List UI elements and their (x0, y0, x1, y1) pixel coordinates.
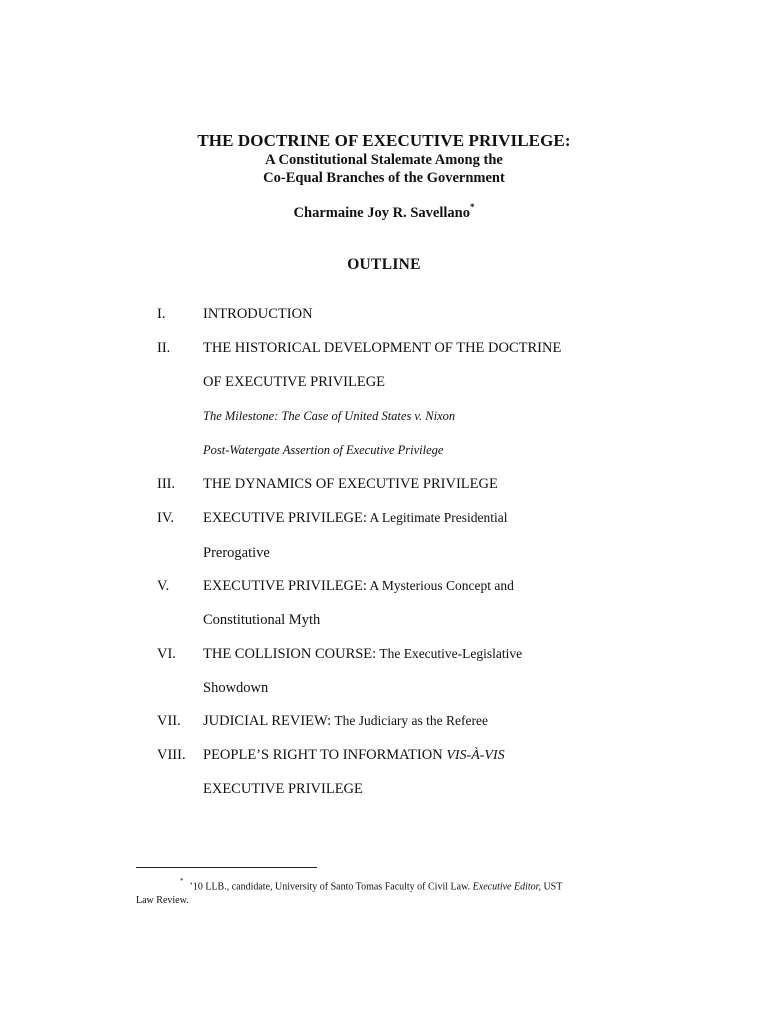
footnote-text-end: UST (540, 881, 563, 893)
outline-caps: THE COLLISION COURSE: (203, 646, 377, 662)
outline-subitem (0, 409, 768, 431)
outline-text (203, 510, 508, 527)
footnote-marker: * (180, 877, 184, 885)
outline-number: II. (157, 340, 171, 356)
outline-text: INTRODUCTION (203, 306, 313, 322)
footnote-line2: Law Review. (136, 895, 189, 907)
outline-number: VIII. (157, 747, 186, 763)
outline-caps: EXECUTIVE PRIVILEGE: (203, 578, 367, 594)
outline-text: EXECUTIVE PRIVILEGE (203, 781, 363, 797)
outline-caps: JUDICIAL REVIEW: (203, 713, 332, 729)
outline-text: THE DYNAMICS OF EXECUTIVE PRIVILEGE (203, 476, 498, 492)
outline-item-continuation (0, 374, 768, 396)
outline-item (0, 476, 768, 498)
outline-text: Prerogative (203, 545, 270, 561)
document-subtitle-line2: Co-Equal Branches of the Government (263, 170, 505, 186)
outline-item-continuation (0, 612, 768, 634)
document-subtitle-line1: A Constitutional Stalemate Among the (265, 152, 503, 168)
footnote-line1 (136, 876, 606, 894)
outline-text (203, 747, 505, 764)
footnote-separator (136, 867, 317, 868)
outline-number: I. (157, 306, 166, 322)
outline-rest: A Mysterious Concept and (366, 578, 514, 593)
outline-text (203, 578, 514, 595)
outline-rest: The Executive-Legislative (376, 646, 523, 661)
outline-text: THE HISTORICAL DEVELOPMENT OF THE DOCTRINE (203, 340, 562, 356)
outline-item (0, 646, 768, 668)
outline-heading: OUTLINE (347, 256, 421, 273)
author-name-text: Charmaine Joy R. Savellano (293, 204, 470, 221)
outline-subtext: The Milestone: The Case of United States v. Nixon (203, 409, 456, 423)
outline-item (0, 510, 768, 532)
outline-rest: A Legitimate Presidential (366, 510, 508, 525)
outline-number: V. (157, 578, 170, 594)
outline-text: Showdown (203, 680, 269, 696)
footnote-marker: * (469, 202, 475, 212)
outline-item-continuation (0, 545, 768, 567)
outline-number: III. (157, 476, 176, 492)
outline-item (0, 713, 768, 735)
outline-item (0, 306, 768, 328)
outline-number: IV. (157, 510, 175, 526)
outline-caps: EXECUTIVE PRIVILEGE: (203, 510, 367, 526)
footnote (136, 876, 606, 908)
footnote-text: ’10 LLB., candidate, University of Santo Tomas Faculty of Civil Law. (189, 881, 473, 893)
outline-text: Constitutional Myth (203, 612, 321, 628)
document-title: THE DOCTRINE OF EXECUTIVE PRIVILEGE: (197, 131, 571, 150)
outline-rest: The Judiciary as the Referee (331, 713, 489, 728)
outline-item (0, 747, 768, 769)
footnote-italic: Executive Editor, (472, 881, 541, 893)
outline-italic: VIS-À-VIS (446, 748, 505, 763)
author-name (0, 203, 768, 222)
outline-text (203, 713, 488, 730)
outline-subtext: Post-Watergate Assertion of Executive Privilege (203, 443, 444, 457)
outline-caps: PEOPLE’S RIGHT TO INFORMATION (203, 747, 447, 763)
outline-item-continuation (0, 680, 768, 702)
outline-item (0, 578, 768, 600)
outline-item (0, 340, 768, 362)
outline-number: VII. (157, 713, 181, 729)
outline-text: OF EXECUTIVE PRIVILEGE (203, 374, 386, 390)
outline-subitem (0, 443, 768, 465)
outline-text (203, 646, 522, 663)
outline-number: VI. (157, 646, 176, 662)
outline-item-continuation (0, 781, 768, 803)
